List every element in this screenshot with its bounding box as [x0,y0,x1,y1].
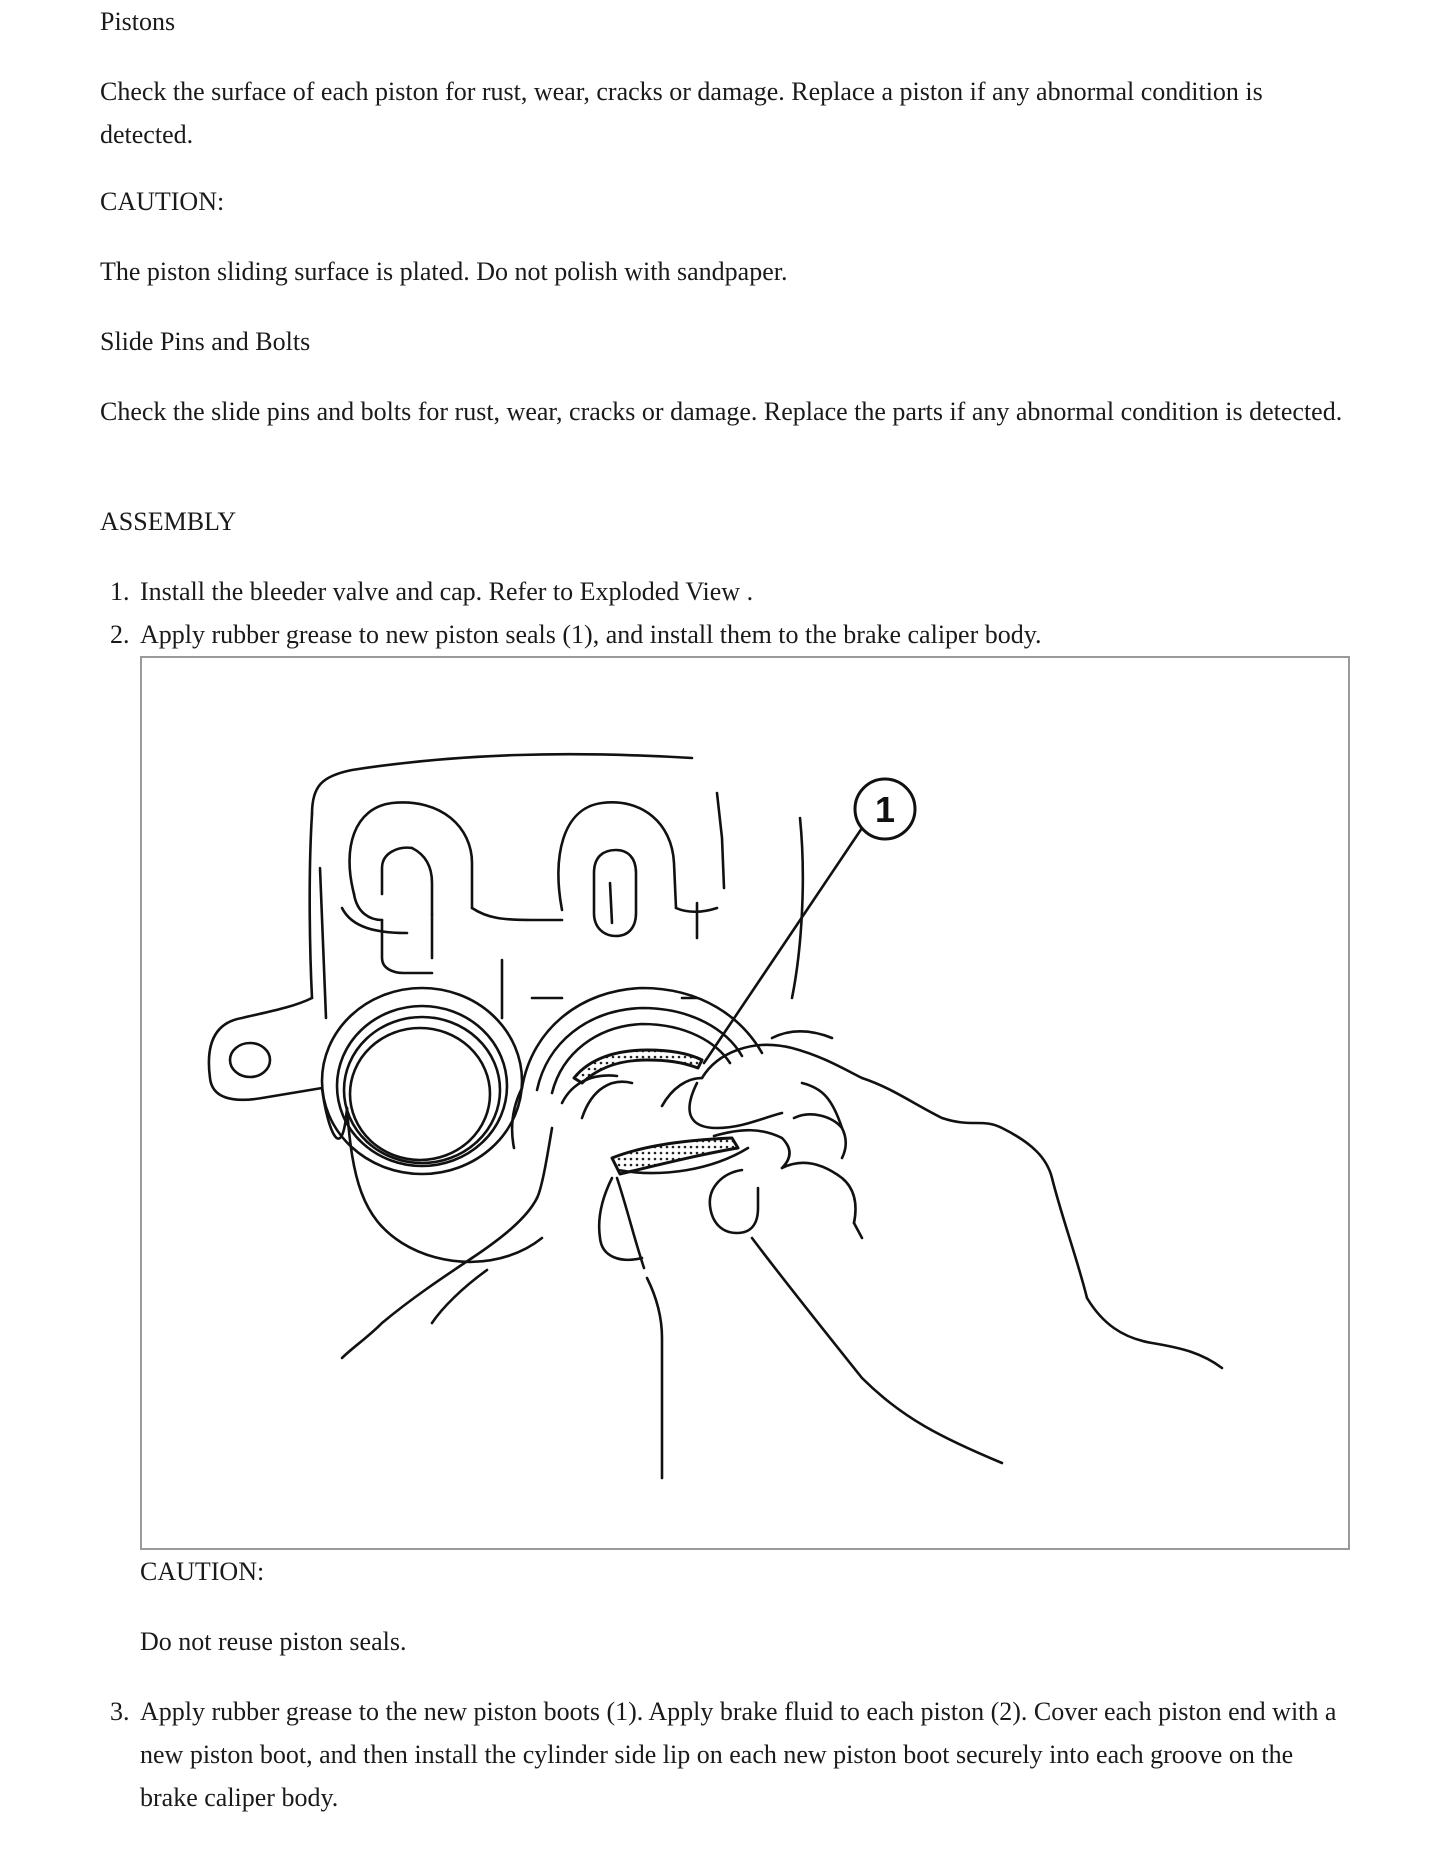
step-3 [100,1690,1345,1819]
step-1-number: 1. [110,577,130,606]
callout-number: 1 [874,789,896,830]
caution-text-1: The piston sliding surface is plated. Do not polish with sandpaper. [100,257,788,286]
callout-marker [855,779,915,839]
step-2-number: 2. [110,620,130,649]
caution-text-2: Do not reuse piston seals. [140,1627,407,1656]
heading-pistons: Pistons [100,7,176,36]
step-3-number: 3. [110,1697,130,1726]
slide-pins-paragraph: Check the slide pins and bolts for rust, wear, cracks or damage. Replace the parts if any abnormal condition is detected. [100,397,1343,426]
caliper-seal-illustration [140,656,1350,1550]
pistons-paragraph: Check the surface of each piston for rust, wear, cracks or damage. Replace a piston if any abnormal condition is detected. [100,77,1263,149]
step-1 [100,570,1345,613]
heading-slide-pins: Slide Pins and Bolts [100,327,311,356]
step-2-text: Apply rubber grease to new piston seals (1), and install them to the brake caliper body. [140,620,1042,649]
caliper-line-drawing [142,658,1352,1552]
step-1-text: Install the bleeder valve and cap. Refer to Exploded View . [140,577,754,606]
step-3-text: Apply rubber grease to the new piston boots (1). Apply brake fluid to each piston (2). Cover each piston end with a new piston boot, and then install the cylinder side lip on each new piston boot securely into each groove on the brake caliper body. [140,1697,1337,1812]
assembly-steps [100,570,1345,656]
caution-text-block-2 [100,1620,1345,1663]
caution-block-2 [100,1550,1345,1593]
heading-assembly: ASSEMBLY [100,507,237,536]
step-2 [100,613,1345,656]
assembly-steps-continued [100,1690,1345,1819]
caution-label-2: CAUTION: [140,1557,265,1586]
caution-label-1: CAUTION: [100,187,225,216]
